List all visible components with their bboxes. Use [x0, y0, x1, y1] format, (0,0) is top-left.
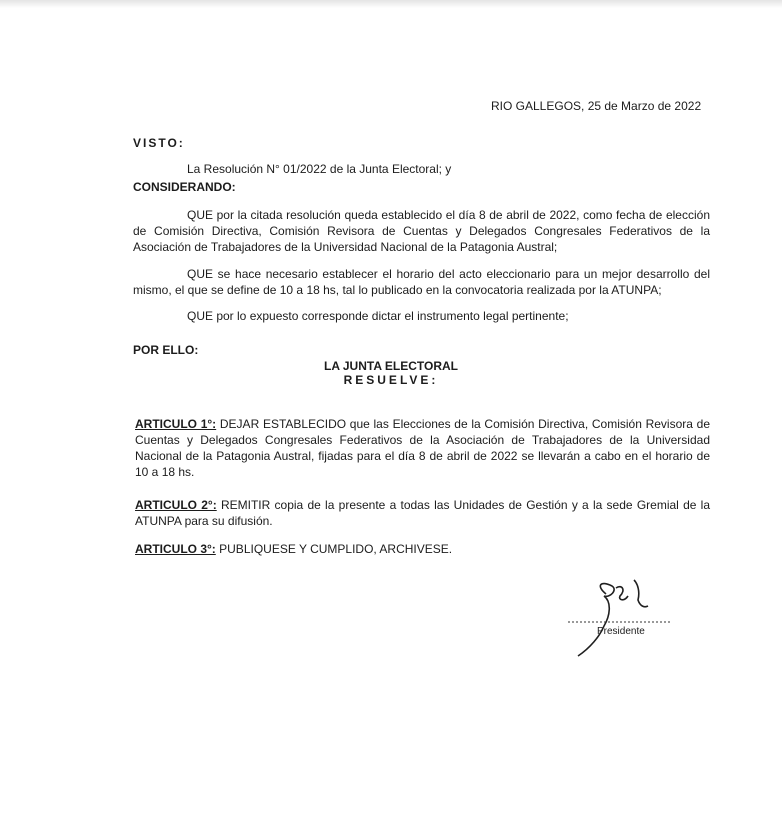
- articulo-3: [135, 541, 710, 557]
- considerando-paragraph-1: QUE por la citada resolución queda establecido el día 8 de abril de 2022, como fecha de elección de Comisión Directiva, Comisión Revisora de Cuentas y Delegados Congresales Federativos de la Asociación de Trabajadores de la Universidad Nacional de la Patagonia Austral;: [133, 208, 710, 254]
- signature-stroke: [616, 587, 628, 600]
- signature-stroke: [578, 584, 614, 656]
- articulo-2-label: ARTICULO 2°:: [135, 498, 217, 512]
- articulo-1: [135, 416, 710, 480]
- articulo-3-text: PUBLIQUESE Y CUMPLIDO, ARCHIVESE.: [219, 542, 453, 556]
- scan-top-shadow: [0, 0, 782, 8]
- considerando-paragraph-2: QUE se hace necesario establecer el horario del acto eleccionario para un mejor desarrollo del mismo, el que se define de 10 a 18 hs, tal lo publicado en la convocatoria realizada por la ATUNPA;: [133, 267, 710, 297]
- place-date: RIO GALLEGOS, 25 de Marzo de 2022: [491, 99, 702, 113]
- considerando-paragraph-3: QUE por lo expuesto corresponde dictar el instrumento legal pertinente;: [187, 309, 569, 323]
- por-ello-heading: POR ELLO:: [133, 343, 199, 357]
- issuer-title: LA JUNTA ELECTORAL: [324, 359, 458, 373]
- president-signature: [560, 576, 690, 666]
- articulo-3-label: ARTICULO 3°:: [135, 542, 216, 556]
- articulo-2: [135, 497, 710, 529]
- considerando-heading: CONSIDERANDO:: [133, 180, 236, 194]
- articulo-2-text: REMITIR copia de la presente a todas las Unidades de Gestión y a la sede Gremial de la ATUNPA para su difusión.: [135, 498, 711, 528]
- visto-heading: VISTO:: [133, 136, 185, 150]
- visto-text: La Resolución N° 01/2022 de la Junta Electoral; y: [187, 162, 452, 176]
- signer-role: Presidente: [597, 626, 645, 637]
- signature-stroke: [634, 580, 648, 607]
- articulo-1-label: ARTICULO 1°:: [135, 417, 217, 431]
- resuelve-heading: RESUELVE:: [343, 373, 439, 387]
- articulo-1-text: DEJAR ESTABLECIDO que las Elecciones de la Comisión Directiva, Comisión Revisora de Cuentas y Delegados Congresales Federativos de la Asociación de Trabajadores de la Universidad Nacional de la Patagonia Austral, fijadas para el día 8 de abril de 2022 se llevarán a cabo en el horario de 10 a 18 hs.: [135, 417, 710, 479]
